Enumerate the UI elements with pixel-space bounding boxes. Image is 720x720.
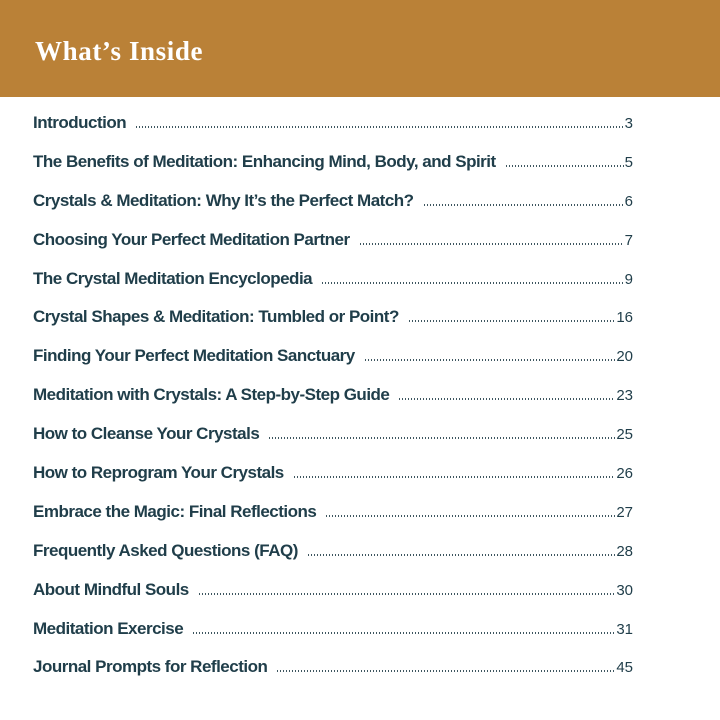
toc-entry-page-number: 25: [616, 426, 633, 444]
toc-entry[interactable]: [33, 143, 633, 182]
toc-entry-label: How to Cleanse Your Crystals: [33, 424, 260, 444]
dotted-leader: [294, 476, 616, 478]
toc-entry-label: How to Reprogram Your Crystals: [33, 463, 284, 483]
toc-entry-page-number: 7: [624, 231, 633, 249]
dotted-leader: [322, 282, 624, 284]
dotted-leader: [360, 243, 624, 245]
toc-entry[interactable]: [33, 337, 633, 376]
toc-entry-page-number: 28: [616, 542, 633, 560]
toc-entry-page-number: 6: [624, 192, 633, 210]
dotted-leader: [277, 670, 615, 672]
dotted-leader: [199, 593, 616, 595]
toc-entry[interactable]: [33, 221, 633, 260]
toc-entry-label: Journal Prompts for Reflection: [33, 657, 268, 677]
toc-entry-label: Meditation Exercise: [33, 618, 184, 638]
toc-entry-label: Finding Your Perfect Meditation Sanctuary: [33, 346, 355, 366]
toc-entry[interactable]: [33, 493, 633, 532]
dotted-leader: [326, 515, 615, 517]
toc-entry-page-number: 9: [624, 270, 633, 288]
toc-entry[interactable]: [33, 610, 633, 649]
toc-entry-label: The Crystal Meditation Encyclopedia: [33, 268, 313, 288]
toc-entry-page-number: 45: [616, 659, 633, 677]
toc-entry-label: Meditation with Crystals: A Step-by-Step Guide: [33, 385, 390, 405]
toc-entry[interactable]: [33, 376, 633, 415]
toc-entry-page-number: 3: [624, 115, 633, 132]
toc-entry[interactable]: [33, 571, 633, 610]
header-banner: [0, 0, 720, 97]
toc-entry-page-number: 30: [616, 581, 633, 599]
toc-entry-page-number: 27: [616, 503, 633, 521]
page-title: What’s Inside: [35, 36, 204, 66]
toc-entry[interactable]: [33, 298, 633, 337]
toc-entry[interactable]: [33, 260, 633, 299]
toc-entry-label: Frequently Asked Questions (FAQ): [33, 540, 298, 560]
toc-entry[interactable]: [33, 532, 633, 571]
toc-entry-page-number: 20: [616, 348, 633, 366]
toc-entry-page-number: 16: [616, 309, 633, 327]
toc-entry-label: Crystal Shapes & Meditation: Tumbled or Point?: [33, 307, 399, 327]
toc-entry[interactable]: [33, 454, 633, 493]
dotted-leader: [424, 204, 624, 206]
toc-entry[interactable]: [33, 648, 633, 687]
toc-entry-label: Crystals & Meditation: Why It’s the Perfect Match?: [33, 190, 414, 210]
toc-entry-page-number: 5: [624, 153, 633, 171]
dotted-leader: [136, 126, 624, 128]
dotted-leader: [409, 320, 615, 322]
toc-entry-page-number: 26: [616, 465, 633, 483]
toc-entry-page-number: 23: [616, 387, 633, 405]
toc-entry-label: Choosing Your Perfect Meditation Partner: [33, 229, 350, 249]
toc-entry-label: The Benefits of Meditation: Enhancing Mind, Body, and Spirit: [33, 151, 496, 171]
dotted-leader: [399, 398, 615, 400]
dotted-leader: [308, 554, 615, 556]
toc-entry[interactable]: [33, 182, 633, 221]
toc-entry[interactable]: [33, 415, 633, 454]
toc-entry-label: Embrace the Magic: Final Reflections: [33, 501, 317, 521]
dotted-leader: [269, 437, 615, 439]
toc-entry-label: Introduction: [33, 113, 127, 132]
toc-entry[interactable]: [33, 104, 633, 143]
toc-entry-label: About Mindful Souls: [33, 579, 189, 599]
dotted-leader: [365, 359, 616, 361]
dotted-leader: [193, 632, 615, 634]
dotted-leader: [506, 165, 624, 167]
toc-entry-page-number: 31: [616, 620, 633, 638]
toc-list: [0, 97, 720, 687]
